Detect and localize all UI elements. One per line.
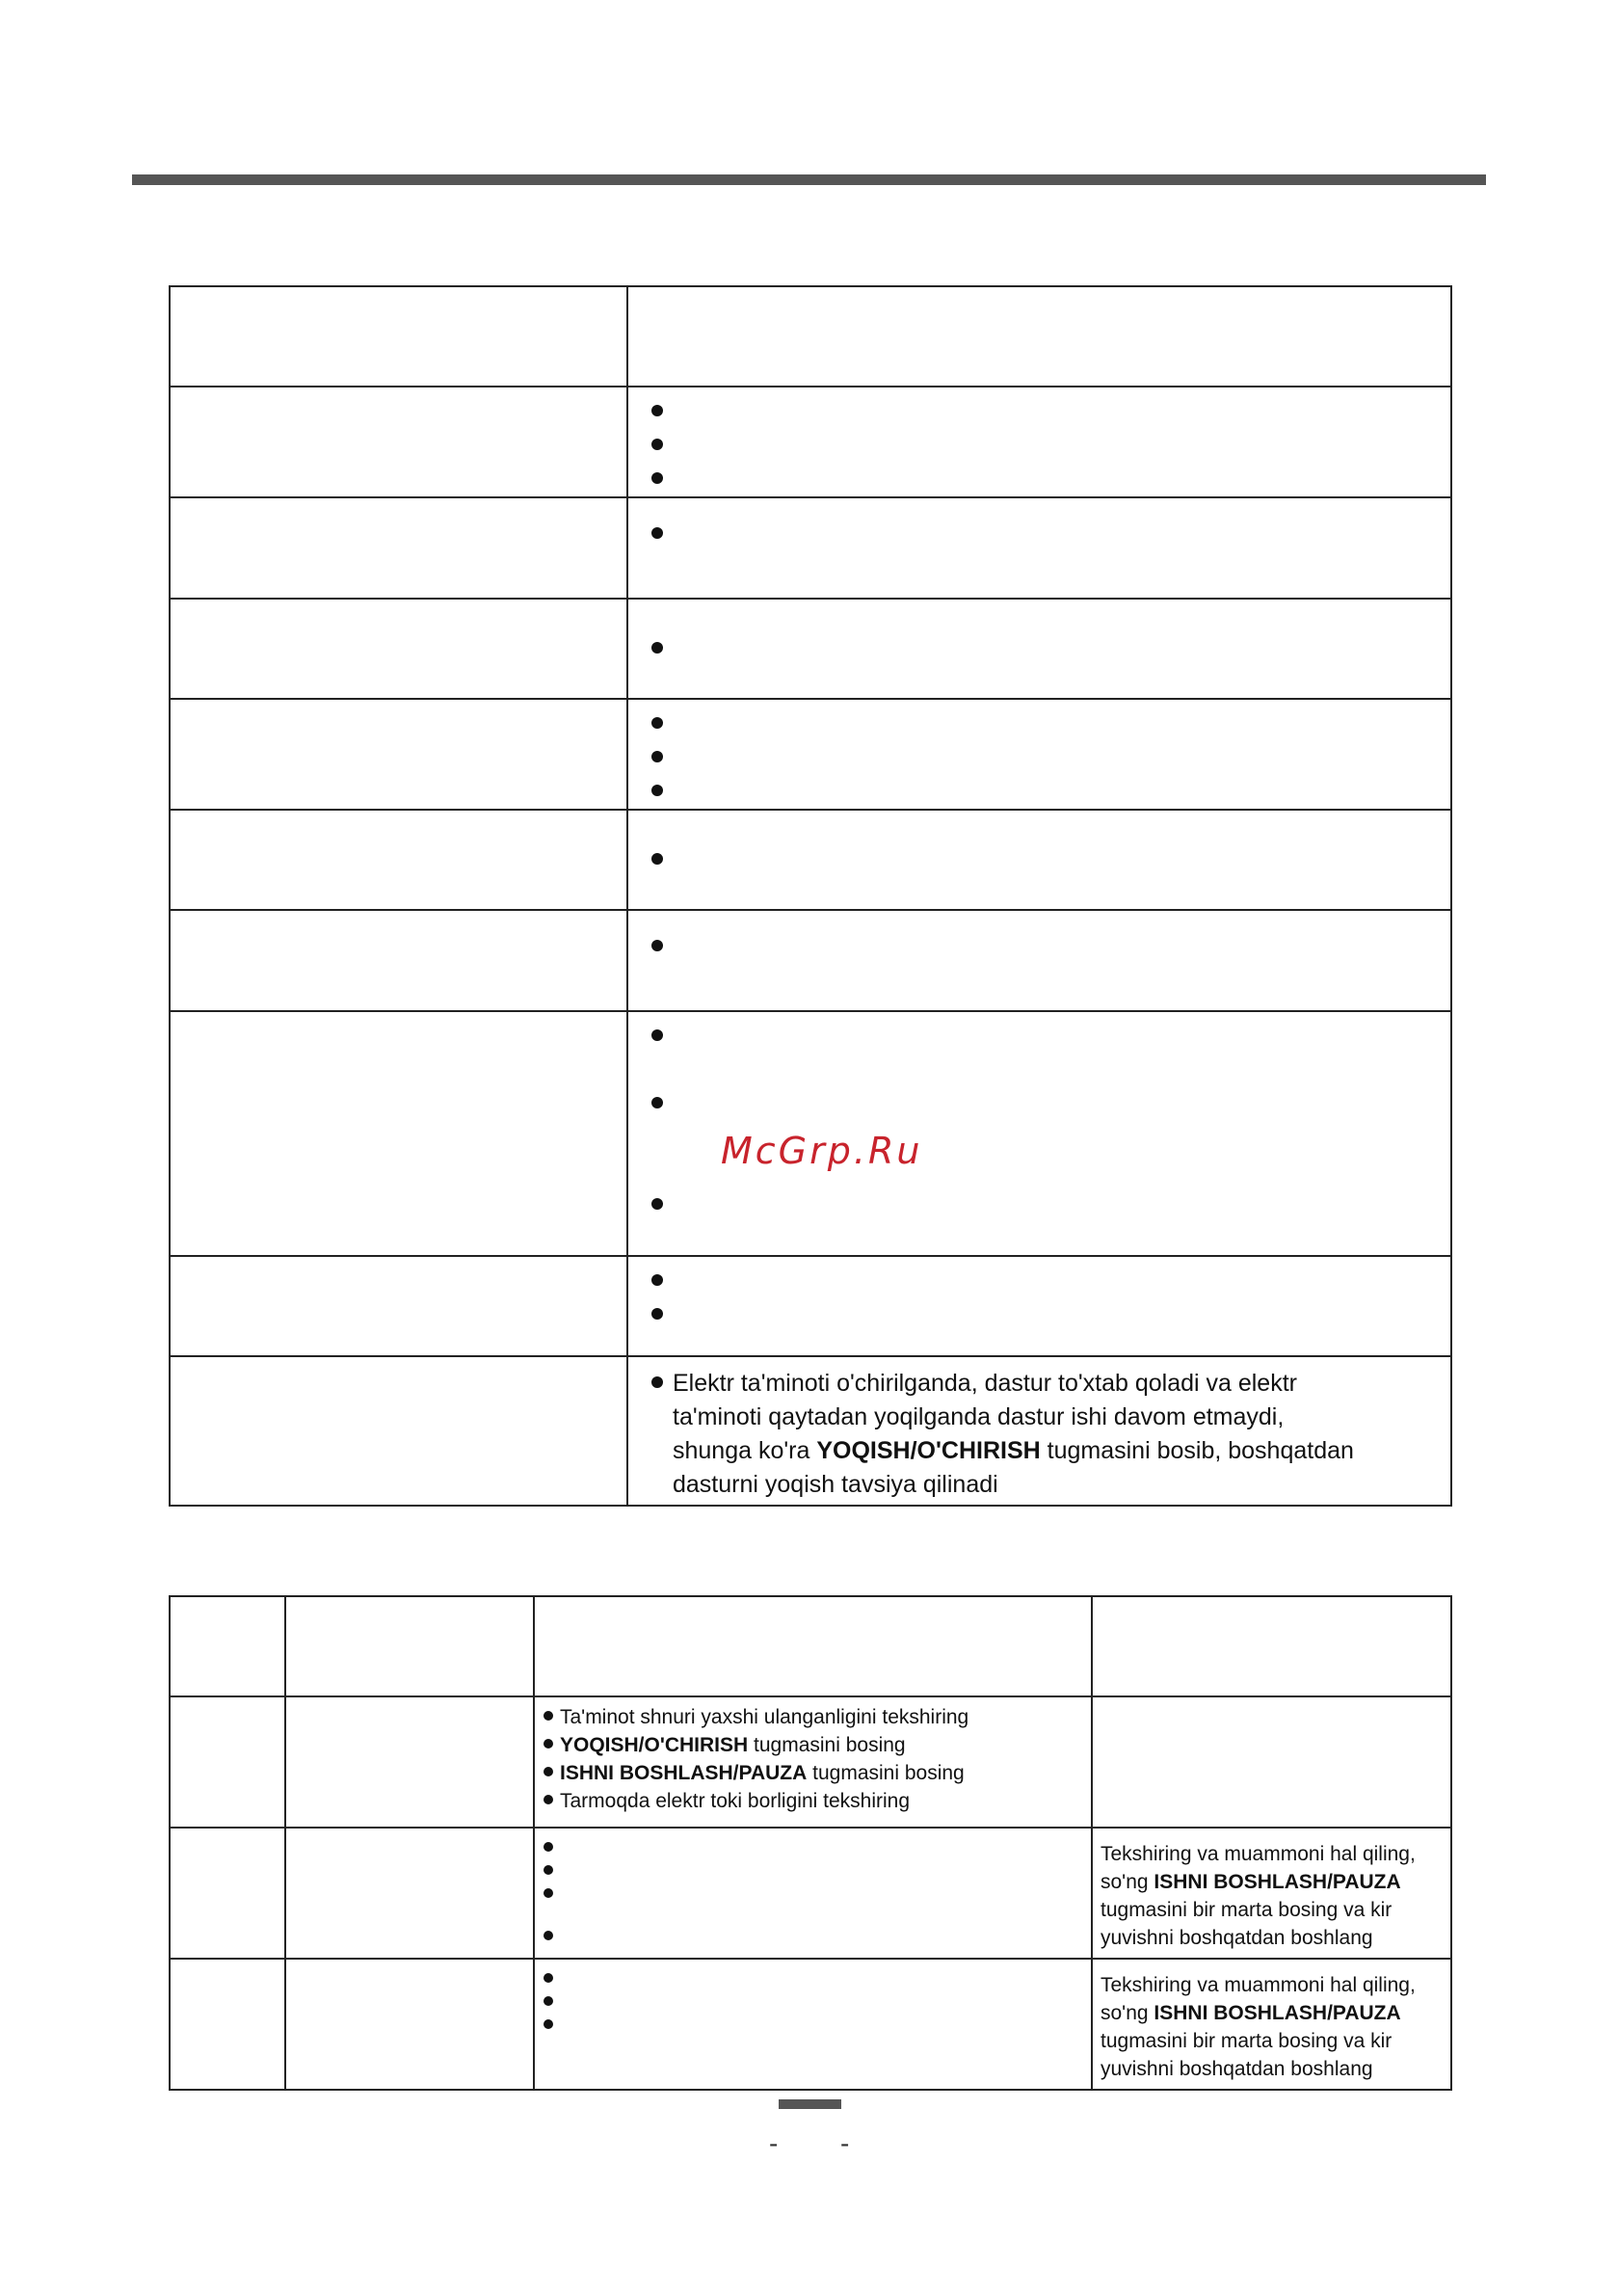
note-line: shunga ko'ra YOQISH/O'CHIRISH tugmasini bosib, boshqatdan [673,1437,1354,1464]
bullet-list [673,632,1450,666]
table-row [170,699,1451,810]
action-cell: Tekshiring va muammoni hal qiling, so'ng ISHNI BOSHLASH/PAUZA tugmasini bir marta bosing va kir yuvishni boshqatdan boshlang [1092,1828,1451,1959]
header-rule [132,174,1486,185]
troubleshooting-table [169,285,1452,1507]
list-item: YOQISH/O'CHIRISH tugmasini bosing [560,1731,1091,1759]
bullet-list [673,1265,1450,1332]
watermark: McGrp.Ru [721,1130,923,1172]
table-row [170,1959,1451,2090]
bullet-list [560,1703,1091,1815]
table-row [170,1696,1451,1828]
note-line: ta'minoti qaytadan yoqilganda dastur ishi davom etmaydi, [673,1403,1285,1430]
list-item: ISHNI BOSHLASH/PAUZA tugmasini bosing [560,1759,1091,1787]
bullet-list [673,843,1450,877]
footer-dash-right: - [840,2128,850,2158]
list-item: Ta'minot shnuri yaxshi ulanganligini tekshiring [560,1703,1091,1731]
table-row [170,910,1451,1011]
footer-dash-left: - [769,2128,779,2158]
bullet-list [673,395,1450,496]
power-button-label: YOQISH/O'CHIRISH [816,1437,1041,1464]
footer-bar [779,2099,841,2109]
note-line: dasturni yoqish tavsiya qilinadi [673,1471,998,1498]
table-row [170,387,1451,497]
note-line: Elektr ta'minoti o'chirilganda, dastur to'xtab qoladi va elektr [673,1370,1297,1397]
action-cell: Tekshiring va muammoni hal qiling, so'ng ISHNI BOSHLASH/PAUZA tugmasini bir marta bosing va kir yuvishni boshqatdan boshlang [1092,1959,1451,2090]
error-code-table [169,1595,1452,2091]
bullet-list [673,930,1450,964]
table-header-row [170,1596,1451,1696]
bullet-list [673,1020,1450,1222]
table-row-power-note [170,1356,1451,1506]
table-row [170,1256,1451,1356]
table-row [170,497,1451,599]
table-header-row [170,286,1451,387]
bullet-list [673,707,1450,809]
list-item: Tarmoqda elektr toki borligini tekshiring [560,1787,1091,1815]
bullet-list [560,1965,1091,2035]
bullet-list [560,1834,1091,1951]
power-note [673,1367,1450,1502]
table-row [170,1828,1451,1959]
table-row [170,599,1451,699]
bullet-list [673,518,1450,551]
table-row [170,810,1451,910]
